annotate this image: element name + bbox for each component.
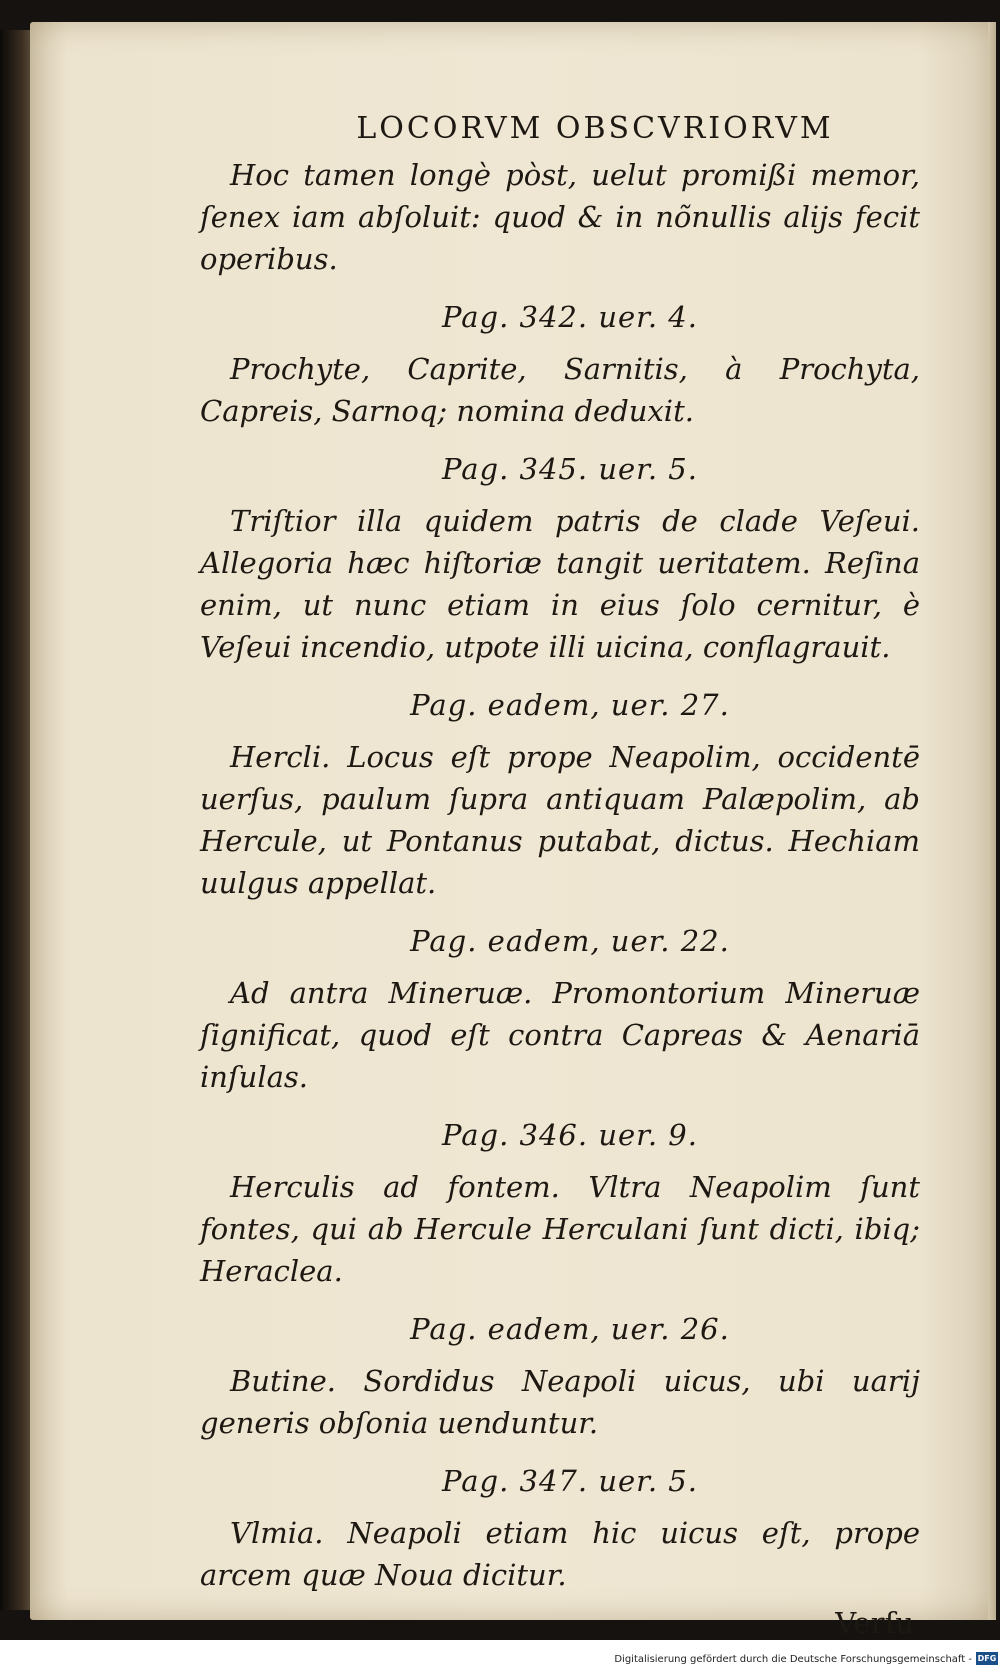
entry-paragraph: Butine. Sordidus Neapoli uicus, ubi uarij generis obſonia uenduntur. <box>200 1364 920 1440</box>
page-reference: Pag. eadem, uer. 26. <box>410 1312 730 1346</box>
entry-paragraph: Hoc tamen longè pòst, uelut promißi memor, ſenex iam abſoluit: quod & in nõnullis alijs fecit operibus. <box>200 158 920 276</box>
entry-paragraph: Triſtior illa quidem patris de clade Veſeui. Allegoria hæc hiſtoriæ tangit ueritatem. Reſina enim, ut nunc etiam in eius ſolo cernitur, è Veſeui incendio, utpote illi uicina, conflagrauit. <box>200 504 920 664</box>
page-reference: Pag. 347. uer. 5. <box>442 1464 698 1498</box>
page-reference: Pag. 346. uer. 9. <box>442 1118 698 1152</box>
dfg-logo-icon[interactable]: DFG <box>977 1654 997 1663</box>
entry-paragraph: Vlmia. Neapoli etiam hic uicus eſt, prope arcem quæ Noua dicitur. <box>200 1516 920 1592</box>
page-reference: Pag. eadem, uer. 27. <box>410 688 730 722</box>
running-header: LOCORVM OBSCVRIORVM <box>356 111 834 146</box>
catchword: Verſu <box>835 1606 914 1640</box>
page-reference: Pag. eadem, uer. 22. <box>410 924 730 958</box>
entry-paragraph: Ad antra Mineruæ. Promontorium Mineruæ ſignificat, quod eſt contra Capreas & Aenariā inſulas. <box>200 976 920 1094</box>
footer-credit: Digitalisierung gefördert durch die Deutsche Forschungsgemeinschaft - <box>614 1654 972 1665</box>
entry-paragraph: Herculis ad fontem. Vltra Neapolim ſunt fontes, qui ab Hercule Herculani ſunt dicti, ibiq; Heraclea. <box>200 1170 920 1288</box>
entry-paragraph: Prochyte, Caprite, Sarnitis, à Prochyta, Capreis, Sarnoq; nomina deduxit. <box>200 352 920 428</box>
footer-bar <box>0 1640 1000 1676</box>
page-edge <box>988 22 996 1620</box>
page-reference: Pag. 345. uer. 5. <box>442 452 698 486</box>
entry-paragraph: Hercli. Locus eſt prope Neapolim, occidentē uerſus, paulum ſupra antiquam Palæpolim, ab Hercule, ut Pontanus putabat, dictus. Hechiam uulgus appellat. <box>200 740 920 900</box>
page-text <box>200 108 920 1644</box>
page-reference: Pag. 342. uer. 4. <box>442 300 698 334</box>
